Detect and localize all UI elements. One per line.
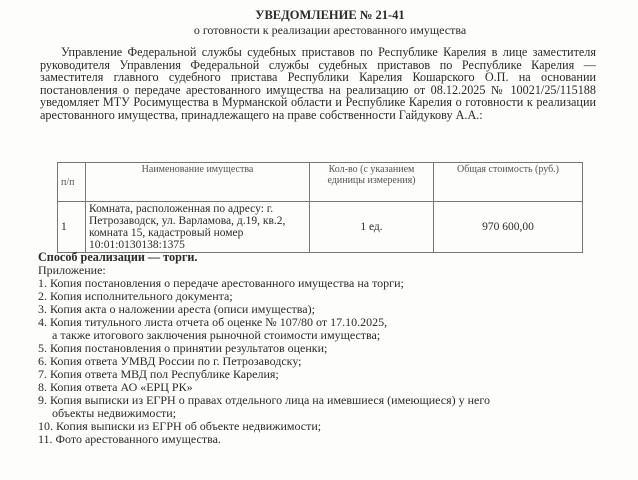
cell-number: 1	[58, 202, 86, 253]
appendix-item: 7. Копия ответа МВД пол Республике Карелия;	[38, 367, 279, 381]
table-row	[58, 202, 583, 253]
appendix-item: 6. Копия ответа УМВД России по г. Петрозаводску;	[38, 354, 302, 368]
header-number: п/п	[58, 163, 86, 202]
appendix-item: 10. Копия выписки из ЕГРН об объекте недвижимости;	[38, 419, 322, 433]
header-name: Наименование имущества	[86, 163, 310, 202]
cell-name: Комната, расположенная по адресу: г. Петрозаводск, ул. Варламова, д.19, кв.2, комната 15, кадастровый номер 10:01:0130138:1375	[86, 202, 310, 253]
appendix-item: 11. Фото арестованного имущества.	[38, 432, 221, 446]
appendix-item: 1. Копия постановления о передаче арестованного имущества на торги;	[38, 276, 404, 290]
table-header-row	[58, 163, 583, 202]
document-title: УВЕДОМЛЕНИЕ № 21-41	[255, 8, 405, 22]
header-quantity: Кол-во (с указанием единицы измерения)	[310, 163, 434, 202]
appendix-item-continued: объекты недвижимости;	[52, 406, 177, 420]
appendix-label: Приложение:	[38, 263, 106, 277]
body-paragraph: Управление Федеральной службы судебных приставов по Республике Карелия в лице заместителя руководителя Управления Федеральной службы судебных приставов по Республике Карелия — заместителя главного судебного пристава Республики Карелия Кошарского О.П. на основании постановления о передаче арестованного имущества на реализацию от 08.12.2025 № 10021/25/115188 уведомляет МТУ Росимущества в Мурманской области и Республике Карелия о готовности к реализации арестованного имущества, принадлежащего на праве собственности Гайдукову А.А.:	[40, 45, 596, 122]
document-subtitle: о готовности к реализации арестованного имущества	[193, 23, 467, 37]
appendix-item: 8. Копия ответа АО «ЕРЦ РК»	[38, 380, 193, 394]
appendix-item: 4. Копия титульного листа отчета об оценке № 107/80 от 17.10.2025,	[38, 315, 388, 329]
appendix-item: 5. Копия постановления о принятии результатов оценки;	[38, 341, 328, 355]
appendix-item-continued: а также итогового заключения рыночной стоимости имущества;	[52, 328, 381, 342]
sale-method: Способ реализации — торги.	[38, 250, 198, 264]
cell-quantity: 1 ед.	[310, 202, 434, 253]
appendix-list	[38, 264, 598, 446]
appendix-item: 9. Копия выписки из ЕГРН о правах отдельного лица на имевшиеся (имеющиеся) у него	[38, 393, 490, 407]
header-cost: Общая стоимость (руб.)	[434, 163, 583, 202]
appendix-item: 2. Копия исполнительного документа;	[38, 289, 233, 303]
appendix-item: 3. Копия акта о наложении ареста (описи имущества);	[38, 302, 315, 316]
cell-cost: 970 600,00	[434, 202, 583, 253]
property-table	[57, 162, 583, 253]
